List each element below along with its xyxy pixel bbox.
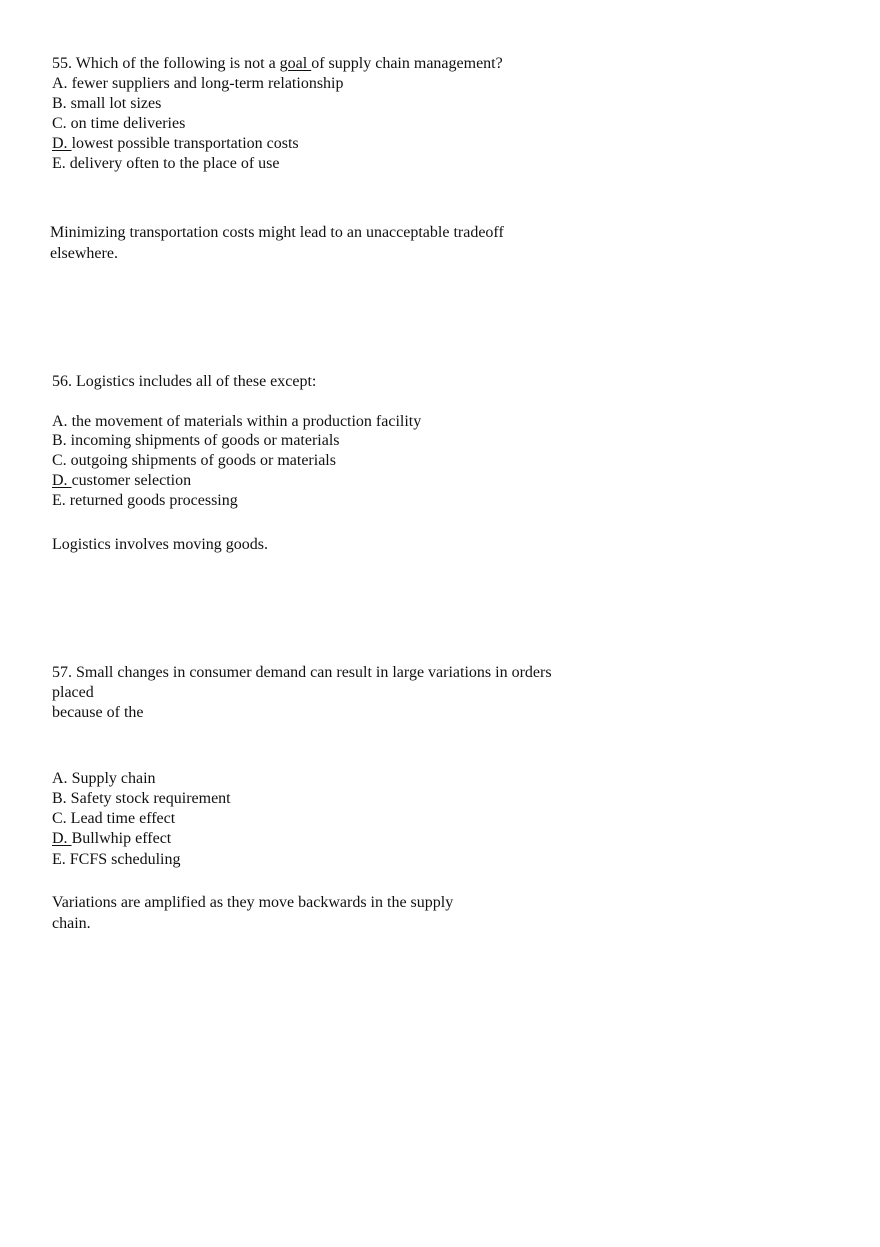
option-letter: B. (52, 95, 67, 112)
option-text: delivery often to the place of use (65, 155, 280, 172)
question-56-option-d-correct (52, 471, 191, 491)
option-text: returned goods processing (65, 492, 238, 509)
question-55-option-a (52, 74, 343, 94)
question-55-explanation-line-1: Minimizing transportation costs might lead to an unacceptable tradeoff (50, 224, 504, 241)
option-text: Lead time effect (66, 810, 176, 827)
question-55-option-b (52, 94, 161, 114)
option-text: fewer suppliers and long-term relationship (67, 75, 344, 92)
option-text: Safety stock requirement (66, 790, 231, 807)
question-55-prompt-start: 55. Which of the following is not a (52, 55, 280, 72)
option-text: customer selection (71, 472, 192, 489)
option-letter: A. (52, 413, 68, 430)
option-letter: A. (52, 75, 68, 92)
question-56-explanation-line-1: Logistics involves moving goods. (52, 536, 268, 553)
question-55-prompt-end: of supply chain management? (311, 55, 503, 72)
option-letter: C. (52, 452, 67, 469)
option-text: outgoing shipments of goods or materials (66, 452, 336, 469)
question-55-option-c (52, 114, 185, 134)
question-56-option-c (52, 451, 336, 471)
question-57-option-d-correct (52, 829, 171, 849)
option-letter: E. (52, 492, 66, 509)
question-57-prompt-line-1: 57. Small changes in consumer demand can result in large variations in orders (52, 664, 552, 681)
option-letter-correct: D. (52, 135, 72, 152)
option-text: small lot sizes (66, 95, 162, 112)
question-56-option-e (52, 491, 238, 511)
option-text: Supply chain (67, 770, 156, 787)
question-57-prompt-line-3: because of the (52, 704, 144, 721)
option-text: lowest possible transportation costs (71, 135, 299, 152)
question-57-option-e (52, 850, 180, 870)
option-letter: C. (52, 115, 67, 132)
question-56-prompt: 56. Logistics includes all of these except: (52, 373, 317, 390)
question-57-explanation-line-1: Variations are amplified as they move backwards in the supply (52, 894, 454, 911)
option-letter: E. (52, 155, 66, 172)
question-56-option-b (52, 431, 340, 451)
option-letter: C. (52, 810, 67, 827)
question-57-option-c (52, 809, 175, 829)
question-55-prompt-underlined-word: goal (279, 55, 312, 72)
option-letter: B. (52, 790, 67, 807)
question-55-option-d-correct (52, 134, 299, 154)
question-57-explanation-line-2: chain. (52, 915, 91, 932)
question-57-option-a (52, 769, 156, 789)
question-55-prompt (52, 54, 503, 74)
question-55-option-e (52, 154, 279, 174)
option-letter: E. (52, 851, 66, 868)
option-text: Bullwhip effect (71, 830, 172, 847)
option-letter-correct: D. (52, 472, 72, 489)
option-letter-correct: D. (52, 830, 72, 847)
option-text: on time deliveries (66, 115, 186, 132)
question-56-option-a (52, 412, 421, 432)
option-text: the movement of materials within a production facility (67, 413, 422, 430)
option-letter: B. (52, 432, 67, 449)
question-55-explanation-line-2: elsewhere. (50, 245, 118, 262)
question-57-prompt-line-2: placed (52, 684, 94, 701)
question-57-option-b (52, 789, 231, 809)
option-text: FCFS scheduling (65, 851, 181, 868)
option-text: incoming shipments of goods or materials (66, 432, 340, 449)
option-letter: A. (52, 770, 68, 787)
